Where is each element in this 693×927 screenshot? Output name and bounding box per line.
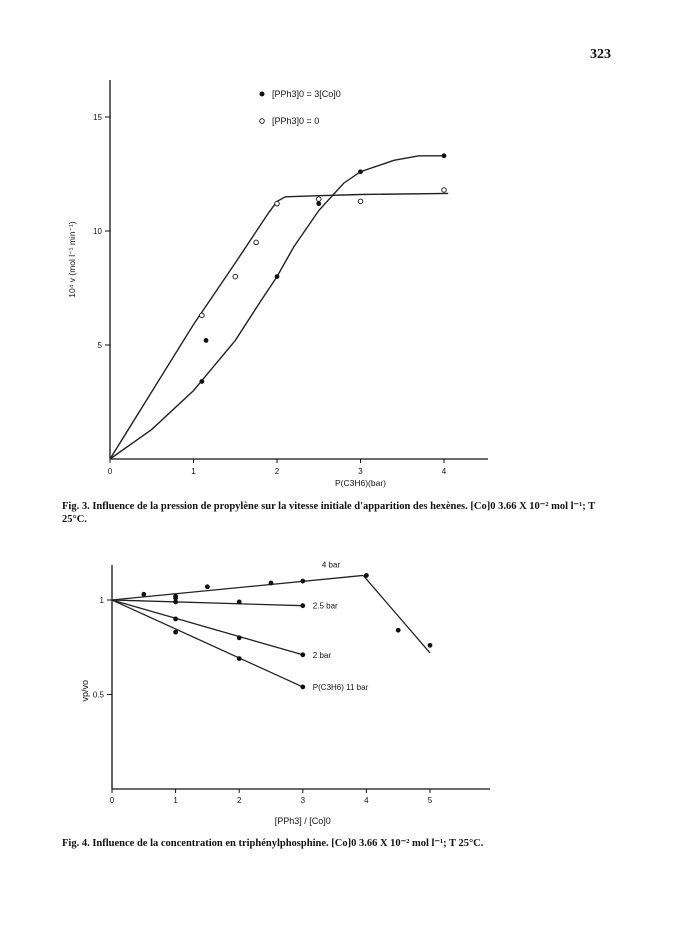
figure-4-caption-text: Influence de la concentration en triphénylphosphine. [Co]0 3.66 X 10⁻² mol l⁻¹; T 25°C. xyxy=(92,838,484,849)
x-tick-label: 4 xyxy=(364,796,369,805)
data-point xyxy=(237,656,242,661)
data-point-filled xyxy=(442,153,447,158)
figure-4-chart xyxy=(80,560,490,826)
data-point xyxy=(141,592,146,597)
data-point-open xyxy=(200,313,205,318)
series-line-1 xyxy=(112,575,363,600)
data-point-filled xyxy=(204,338,209,343)
data-point-filled xyxy=(199,379,204,384)
x-tick-label: 3 xyxy=(358,467,363,476)
x-tick-label: 1 xyxy=(191,467,196,476)
x-tick-label: 5 xyxy=(427,796,433,805)
series-curve-2 xyxy=(110,193,448,459)
data-point xyxy=(205,584,210,589)
data-point xyxy=(300,652,305,657)
data-point xyxy=(269,581,274,586)
data-point-open xyxy=(358,199,363,204)
data-point xyxy=(428,643,433,648)
y-axis-label: 10⁴ v (mol l⁻¹ min⁻¹) xyxy=(67,221,77,298)
data-point xyxy=(300,685,305,690)
series-label: 2.5 bar xyxy=(312,601,338,611)
x-tick-label: 0 xyxy=(109,796,115,805)
x-tick-label: 3 xyxy=(300,796,306,805)
y-tick-label: 1 xyxy=(99,596,104,605)
data-point-open xyxy=(254,240,259,245)
data-point xyxy=(300,579,305,584)
data-point xyxy=(173,617,178,622)
x-axis-label: P(C3H6)(bar) xyxy=(334,478,387,488)
data-point xyxy=(173,596,178,601)
page-number: 323 xyxy=(590,47,611,62)
series-line-3 xyxy=(112,600,303,655)
series-line-2 xyxy=(112,600,303,606)
figure-3-caption-label: Fig. 3. xyxy=(62,501,90,512)
legend-label: [PPh3]0 = 3[Co]0 xyxy=(272,89,341,99)
x-tick-label: 1 xyxy=(173,796,178,805)
x-tick-label: 4 xyxy=(441,467,447,476)
figure-3-caption xyxy=(62,500,622,526)
y-axis-label: vp/vo xyxy=(80,679,90,702)
data-point-filled xyxy=(358,169,363,174)
data-point-open xyxy=(442,188,447,193)
x-tick-label: 2 xyxy=(236,796,242,805)
figure-3-caption-text: Influence de la pression de propylène sur la vitesse initiale d'apparition des hexènes. [Co]0 3.66 X 10⁻² mol l⁻¹; T 25°C. xyxy=(62,501,595,525)
y-tick-label: 5 xyxy=(97,341,102,350)
legend-marker-filled xyxy=(260,92,265,97)
y-tick-label: 10 xyxy=(93,227,102,236)
x-tick-label: 0 xyxy=(107,467,113,476)
data-point-filled xyxy=(316,201,321,206)
data-point-filled xyxy=(275,274,280,279)
data-point-open xyxy=(316,197,321,202)
x-tick-label: 2 xyxy=(274,467,280,476)
legend-label: [PPh3]0 = 0 xyxy=(272,116,320,126)
data-point xyxy=(364,573,369,578)
series-label: 4 bar xyxy=(321,560,341,570)
x-axis-label: [PPh3] / [Co]0 xyxy=(274,816,331,826)
series-label: 2 bar xyxy=(312,650,332,660)
y-tick-label: 15 xyxy=(93,113,102,122)
figure-4-caption-label: Fig. 4. xyxy=(62,838,90,849)
series-line-1 xyxy=(363,575,430,652)
data-point xyxy=(300,603,305,608)
figure-4-caption xyxy=(62,837,632,850)
data-point-open xyxy=(275,201,280,206)
y-tick-label: 0.5 xyxy=(92,690,104,700)
data-point xyxy=(173,630,178,635)
data-point-open xyxy=(233,274,238,279)
data-point xyxy=(396,628,401,633)
figure-3-chart xyxy=(67,80,488,488)
data-point xyxy=(237,635,242,640)
series-line-4 xyxy=(112,600,303,687)
data-point xyxy=(237,599,242,604)
series-label: P(C3H6) 11 bar xyxy=(312,682,369,692)
legend-marker-open xyxy=(260,119,265,124)
